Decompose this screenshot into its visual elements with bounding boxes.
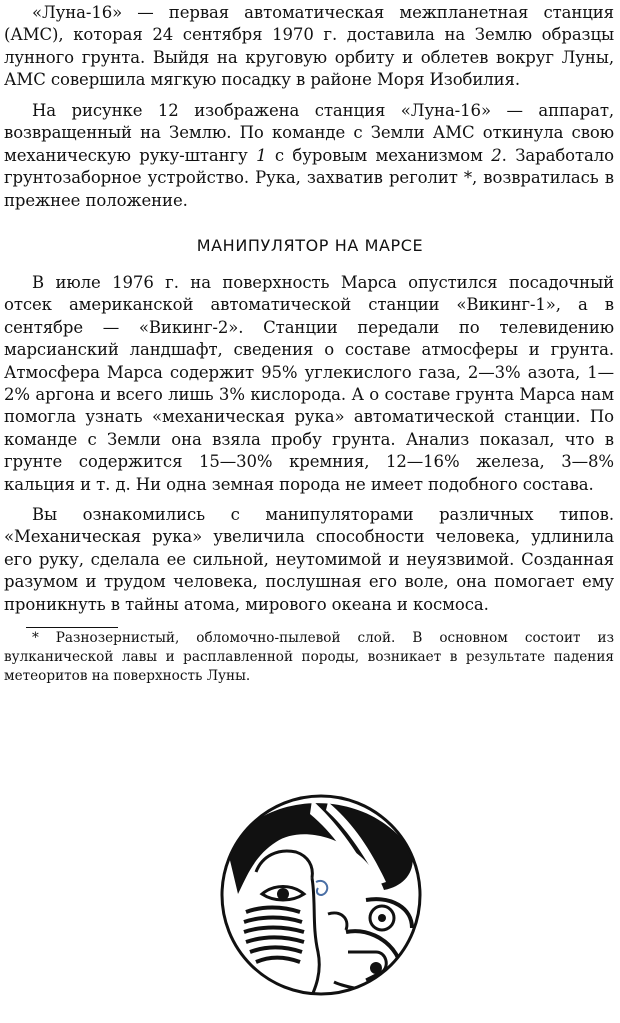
figure-label-1: 1: [256, 145, 267, 165]
paragraph-luna-16-figure: [4, 100, 614, 212]
footnote-divider: [26, 627, 118, 628]
paragraph-luna-16-intro: «Луна-16» — первая автоматическая межпланетная станция (АМС), которая 24 сентября 1970 г. доставила на Землю образцы лунного грунта. Выйдя на круговую орбиту и облетев вокруг Луны, АМС совершила мягкую посадку в районе Моря Изобилия.: [4, 3, 614, 90]
paragraph-manipulators-summary: Вы ознакомились с манипуляторами различных типов. «Механическая рука» увеличила способности человека, удлинила его руку, сделала ее сильной, неутомимой и неуязвимой. Созданная разумом и трудом человека, послушная его воле, она помогает ему проникнуть в тайны атома, мирового океана и космоса.: [4, 505, 614, 614]
robot-human-profile-illustration-icon: [216, 782, 426, 1008]
footnote-regolith: * Разнозернистый, обломочно-пылевой слой. В основном состоит из вулканической лавы и расплавленной породы, возникает в результате падения метеоритов на поверхность Луны.: [4, 630, 614, 684]
paragraph-luna-16-figure-text-1: На рисунке 12 изображена станция «Луна-16» — аппарат, возвращенный на Землю. По команде с Земли АМС откинула свою механическую руку-штангу: [4, 101, 614, 165]
paragraph-mars-viking: В июле 1976 г. на поверхность Марса опустился посадочный отсек американской автоматической станции «Викинг-1», а в сентябре — «Викинг-2». Станции передали по телевидению марсианский ландшафт, сведения о составе атмосферы и грунта. Атмосфера Марса содержит 95% углекислого газа, 2—3% азота, 1—2% аргона и всего лишь 3% кислорода. А о составе грунта Марса нам помогла узнать «механическая рука» автоматической станции. По команде с Земли она взяла пробу грунта. Анализ показал, что в грунте содержится 15—30% кремния, 12—16% железа, 3—8% кальция и т. д. Ни одна земная порода не имеет подобного состава.: [4, 273, 614, 494]
paragraph-luna-16-figure-text-2: с буровым механизмом: [266, 145, 492, 165]
section-heading: МАНИПУЛЯТОР НА МАРСЕ: [196, 236, 424, 255]
figure-label-2: 2: [491, 145, 502, 165]
paragraph-luna-16-figure-text-3: . Заработало грунтозаборное устройство. Рука, захватив реголит *, возвратилась в прежнее положение.: [4, 145, 614, 210]
